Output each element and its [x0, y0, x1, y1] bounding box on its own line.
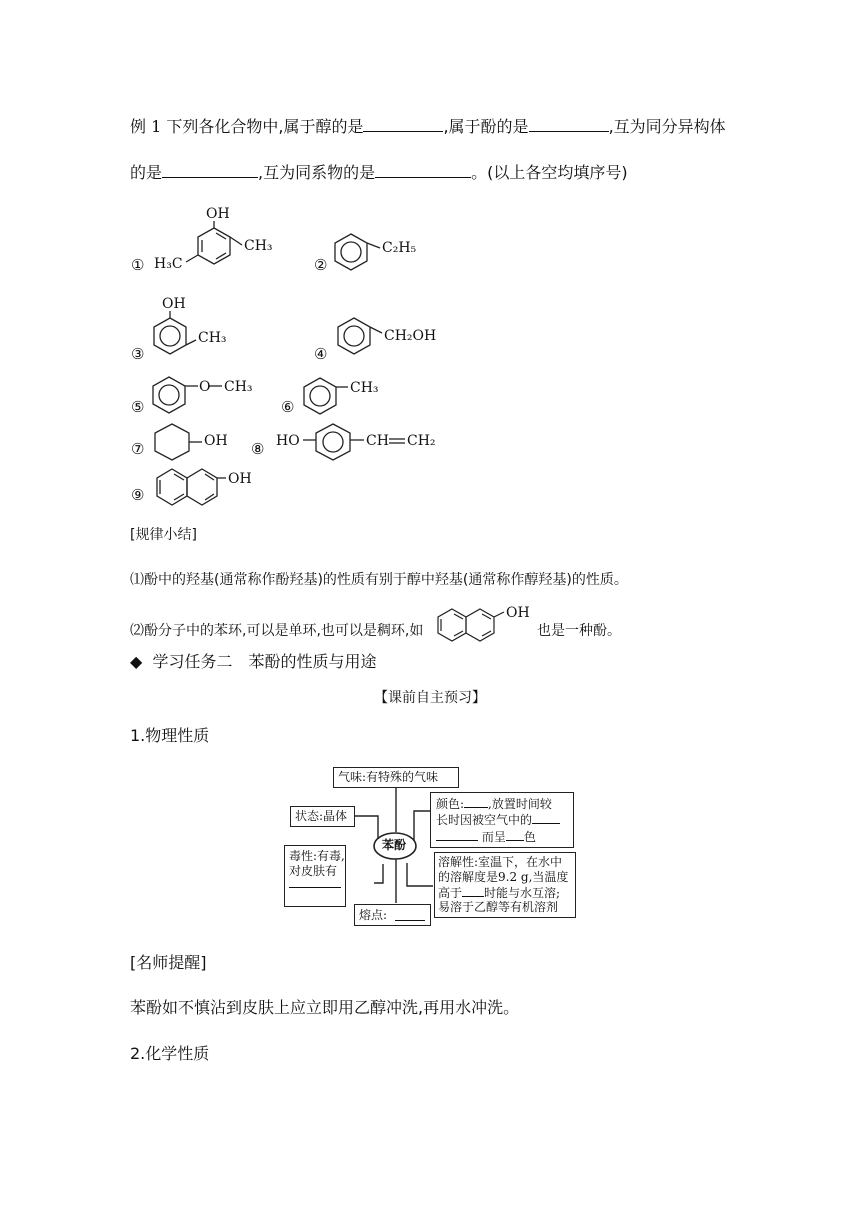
properties-diagram: [283, 765, 583, 930]
preview-heading: 【课前自主预习】: [374, 690, 486, 706]
group-label: CH₃: [244, 238, 273, 254]
question-text: 下列各化合物中,属于醇的是: [166, 117, 364, 136]
odor-text: 气味:有特殊的气味: [338, 770, 439, 784]
summary-title: [规律小结]: [130, 527, 197, 543]
question-text: ,互为同系物的是: [258, 163, 376, 182]
group-label: HO: [276, 433, 300, 449]
group-label: H₃C: [154, 256, 183, 272]
example-label: 例 1: [130, 117, 162, 136]
question-text: ,互为同分异构体: [608, 117, 726, 136]
group-label: C₂H₅: [382, 240, 417, 256]
state-box: [290, 806, 355, 827]
summary-point-2b: 也是一种酚。: [537, 623, 621, 639]
compound-number-4: ④: [314, 345, 328, 363]
melting-text: 熔点:: [359, 908, 388, 922]
structure-7-ring: [155, 424, 202, 460]
summary-point-1: ⑴酚中的羟基(通常称作酚羟基)的性质有别于醇中羟基(通常称作醇羟基)的性质。: [130, 572, 628, 588]
task2-title: 学习任务二 苯酚的性质与用途: [152, 652, 377, 671]
naphthol-inline-figure: [436, 601, 506, 645]
group-label: CH₃: [350, 380, 379, 396]
color-line-3: 而呈 色: [436, 829, 536, 845]
compound-number-5: ⑤: [131, 398, 145, 416]
compound-number-6: ⑥: [281, 398, 295, 416]
toxicity-text: 对皮肤有: [289, 864, 338, 878]
section-chemical-properties: 2.化学性质: [130, 1044, 210, 1063]
compound-number-7: ⑦: [131, 440, 145, 458]
structure-1-ring: [186, 221, 242, 264]
color-line-2: 长时因被空气中的: [436, 812, 560, 828]
section-physical-properties: 1.物理性质: [130, 726, 210, 745]
group-label: CH: [366, 433, 389, 449]
structure-9-rings: [157, 469, 226, 505]
solubility-line-3: 高于 时能与水互溶;: [438, 886, 561, 900]
answer-blank-air-component[interactable]: [532, 812, 560, 824]
compound-number-9: ⑨: [131, 486, 145, 504]
group-label: CH₂OH: [384, 328, 437, 344]
toxicity-text: 毒性:有毒,: [289, 849, 345, 863]
group-label: CH₃: [224, 379, 253, 395]
compound-number-8: ⑧: [251, 440, 265, 458]
structure-5-ring: [153, 377, 222, 413]
structure-2-ring: [335, 234, 380, 270]
structure-6-ring: [304, 378, 348, 414]
answer-blank-air-component-2[interactable]: [436, 829, 478, 841]
naphthol-oh-label: OH: [506, 605, 530, 621]
task2-heading: [130, 651, 377, 673]
compound-number-3: ③: [131, 345, 145, 363]
group-label: CH₃: [198, 330, 227, 346]
state-text: 状态:晶体: [295, 809, 348, 823]
toxicity-box: [284, 845, 346, 907]
bullet-icon: ◆: [130, 652, 143, 671]
answer-blank-toxicity[interactable]: [289, 886, 341, 888]
compound-number-2: ②: [314, 256, 328, 274]
group-label: OH: [162, 296, 186, 312]
color-box: [430, 792, 574, 848]
answer-blank-oxidized-color[interactable]: [506, 829, 524, 841]
structure-8-ring: [303, 424, 405, 460]
odor-box: [333, 767, 459, 788]
tip-title: [名师提醒]: [130, 953, 207, 972]
tip-text: 苯酚如不慎沾到皮肤上应立即用乙醇冲洗,再用水冲洗。: [130, 998, 520, 1017]
structure-4-ring: [338, 318, 382, 354]
group-label: OH: [204, 433, 228, 449]
group-label: OH: [228, 471, 252, 487]
question-text: ,属于酚的是: [443, 117, 529, 136]
solubility-text: 的溶解度是9.2 g,当温度: [438, 870, 569, 884]
answer-blank-temperature[interactable]: [462, 885, 484, 897]
structure-3-ring: [154, 311, 196, 354]
question-text: 的是: [130, 163, 163, 182]
compound-number-1: ①: [131, 256, 145, 274]
solubility-box: [434, 852, 576, 918]
group-label: O: [199, 379, 211, 395]
solubility-text: 易溶于乙醇等有机溶剂: [438, 900, 559, 914]
color-line-1: 颜色: ,放置时间较: [436, 797, 552, 811]
group-label: OH: [206, 206, 230, 222]
answer-blank-melting-point[interactable]: [395, 919, 425, 921]
group-label: CH₂: [407, 433, 436, 449]
solubility-text: 溶解性:室温下，在水中: [438, 855, 563, 869]
melting-point-box: [354, 904, 431, 926]
question-text: 。(以上各空均填序号): [471, 163, 628, 182]
summary-point-2a: ⑵酚分子中的苯环,可以是单环,也可以是稠环,如: [130, 623, 424, 639]
center-node-label: 苯酚: [382, 838, 407, 852]
answer-blank-color[interactable]: [464, 796, 488, 808]
